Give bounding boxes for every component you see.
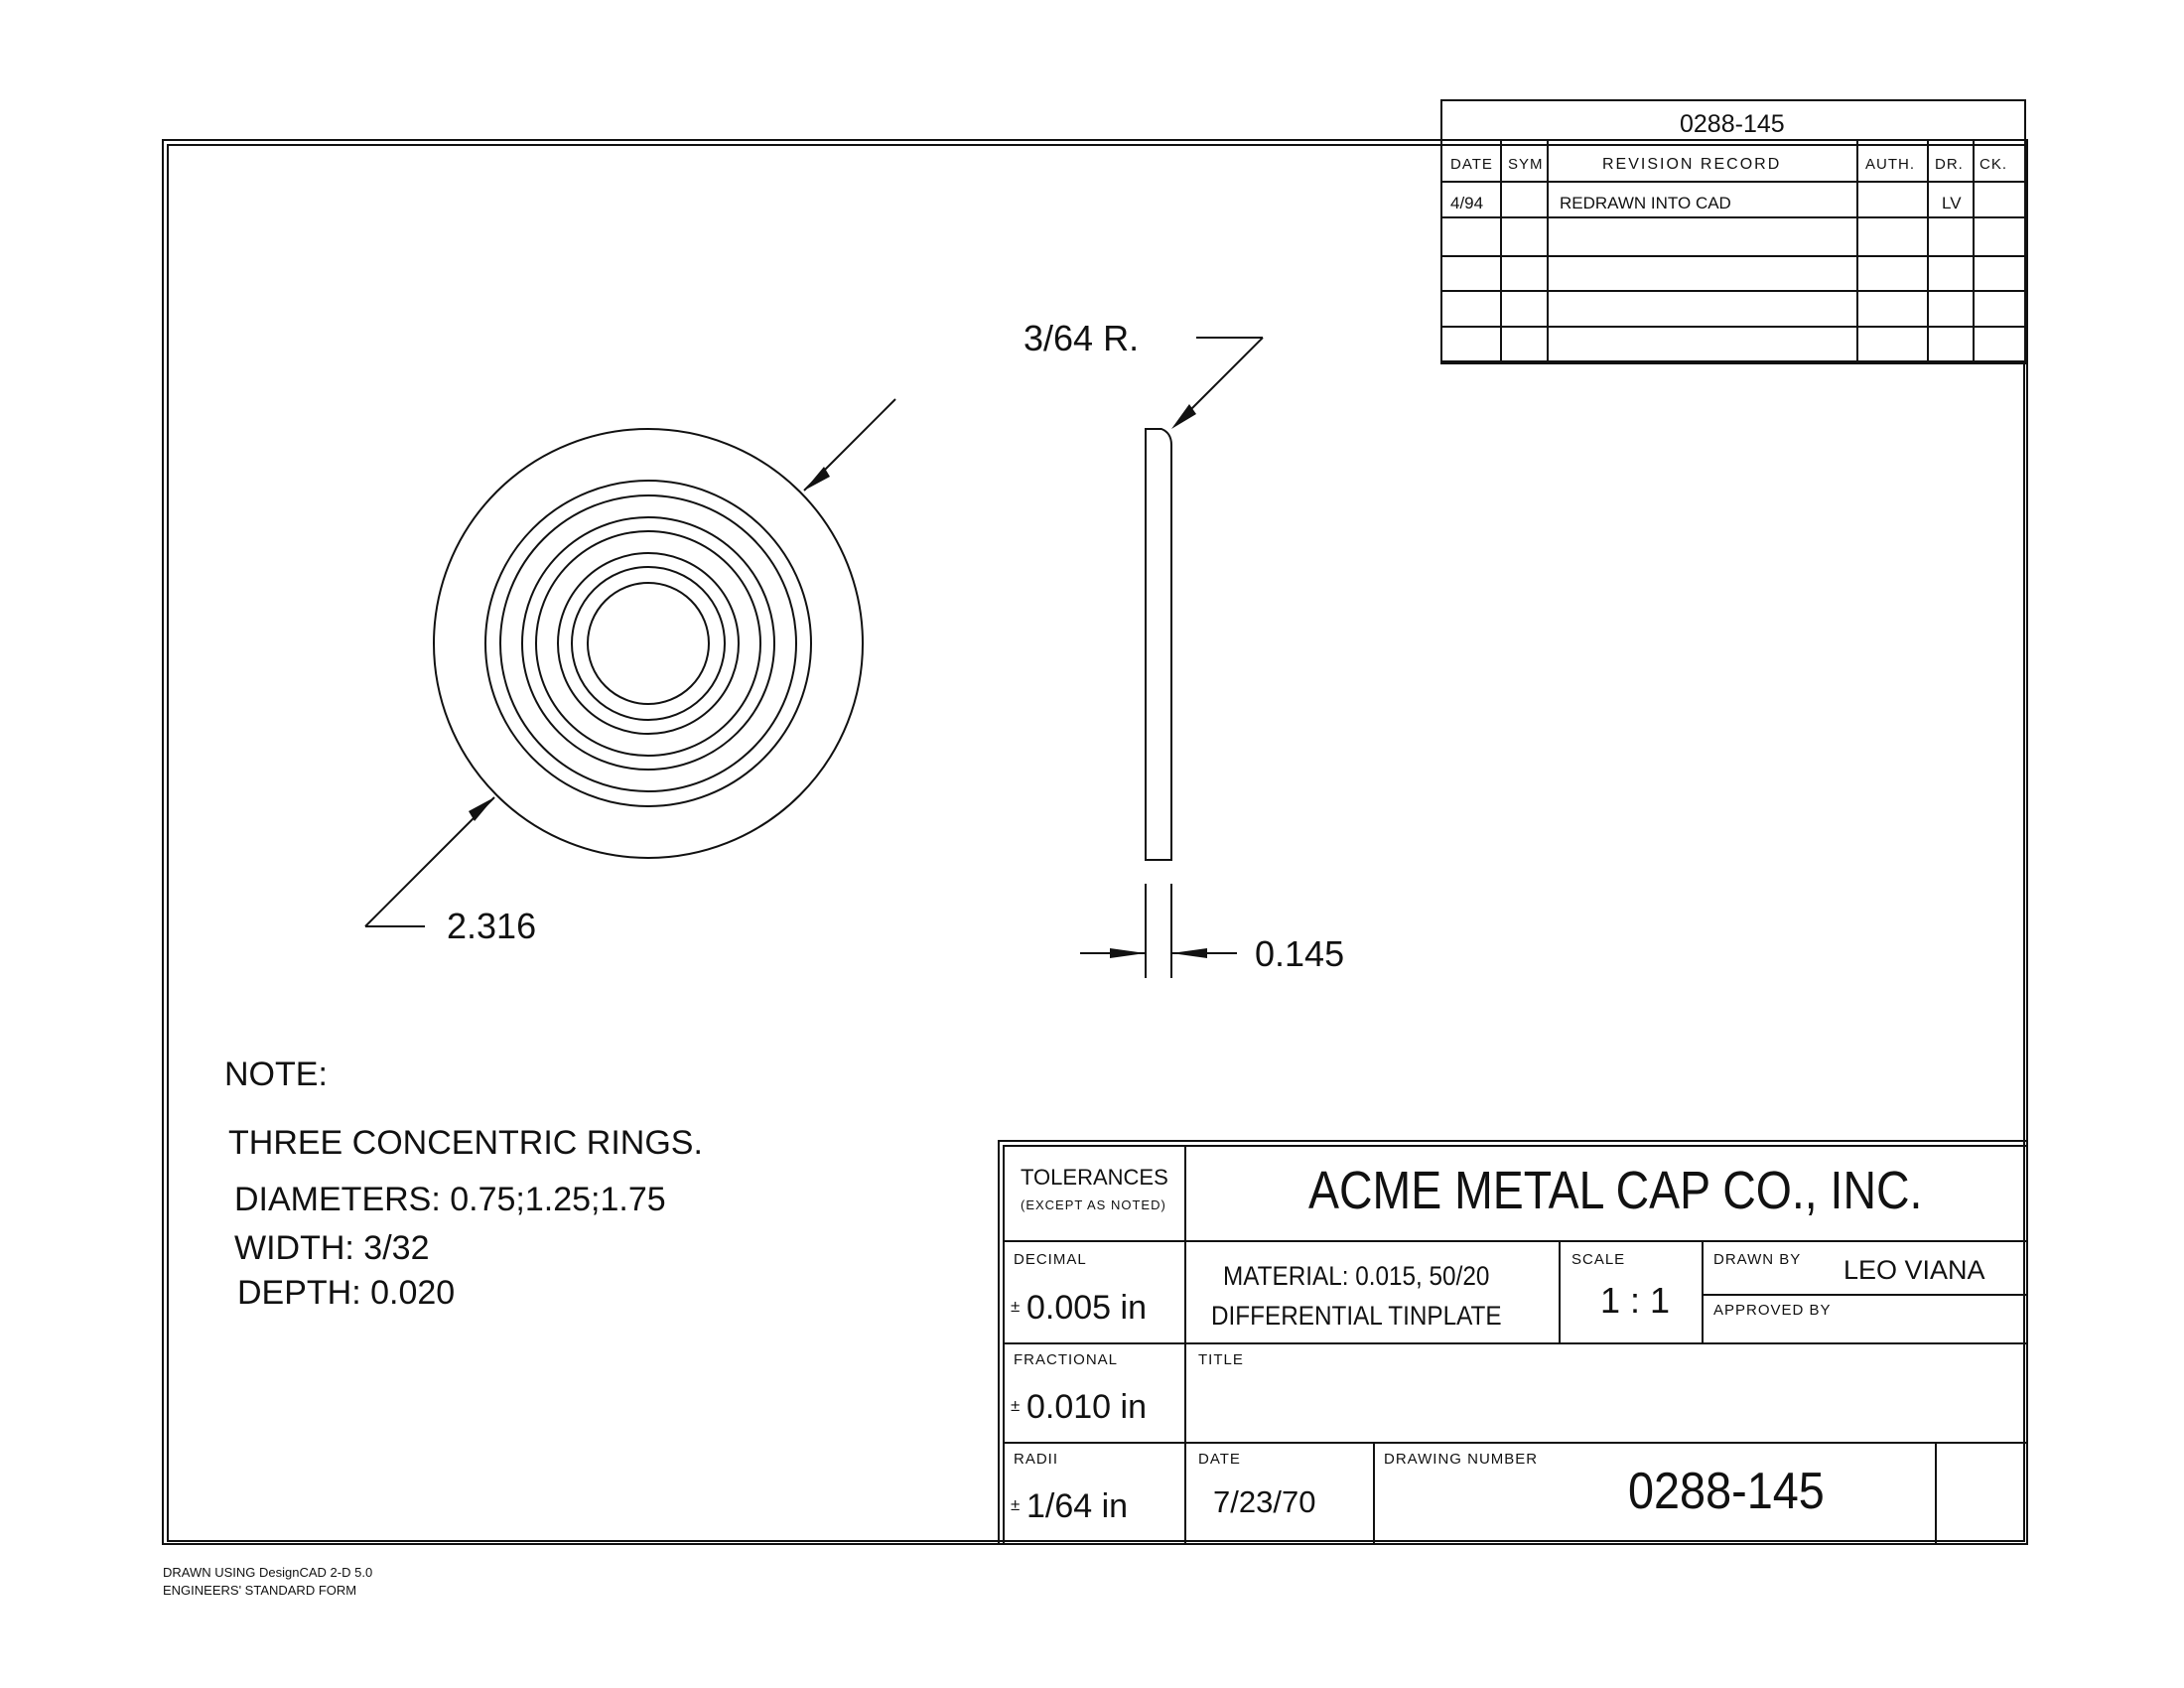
radius-label: 3/64 R. [1024, 318, 1140, 358]
rev-row-date: 4/94 [1450, 194, 1484, 212]
approved-by-label: APPROVED BY [1713, 1302, 1832, 1319]
date-label: DATE [1198, 1451, 1241, 1468]
tolerances-sublabel: (EXCEPT AS NOTED) [1021, 1197, 1166, 1212]
diameter-label: 2.316 [447, 906, 537, 946]
rev-row-dr: LV [1942, 194, 1962, 212]
footer-software: DRAWN USING DesignCAD 2-D 5.0 [163, 1565, 373, 1580]
radius-leader [1181, 338, 1263, 419]
thickness-label: 0.145 [1255, 933, 1345, 974]
revision-grid [1441, 100, 2025, 363]
rev-header-dr: DR. [1935, 156, 1964, 173]
date-value: 7/23/70 [1213, 1484, 1316, 1519]
fractional-tolerance: 0.010 in [1026, 1388, 1147, 1426]
drawn-by-label: DRAWN BY [1713, 1251, 1802, 1268]
title-label: TITLE [1198, 1351, 1244, 1368]
arrowhead [1171, 948, 1207, 958]
plusminus-sign: ± [1011, 1495, 1021, 1514]
material-line-2: DIFFERENTIAL TINPLATE [1211, 1301, 1502, 1331]
thickness-dimension [1080, 884, 1237, 978]
rev-header-ck: CK. [1979, 156, 2008, 173]
cap-top-view [434, 429, 863, 858]
rev-row-record: REDRAWN INTO CAD [1560, 194, 1731, 212]
drawing-number-value: 0288-145 [1628, 1463, 1825, 1520]
note-line: WIDTH: 3/32 [234, 1229, 430, 1267]
rev-header-sym: SYM [1508, 156, 1544, 173]
rev-header-date: DATE [1450, 156, 1493, 173]
drawn-by-value: LEO VIANA [1843, 1255, 1985, 1285]
scale-value: 1 : 1 [1600, 1280, 1671, 1321]
note-line: THREE CONCENTRIC RINGS. [228, 1124, 703, 1162]
arrowhead [469, 797, 494, 821]
rev-header-auth: AUTH. [1865, 156, 1915, 173]
arrowhead [1110, 948, 1146, 958]
decimal-label: DECIMAL [1014, 1251, 1087, 1268]
radii-label: RADII [1014, 1451, 1059, 1468]
scale-label: SCALE [1571, 1251, 1626, 1268]
header-drawing-number: 0288-145 [1680, 110, 1785, 138]
cap-side-view [1146, 429, 1171, 860]
company-name: ACME METAL CAP CO., INC. [1308, 1161, 1923, 1220]
note-line: DIAMETERS: 0.75;1.25;1.75 [234, 1181, 666, 1218]
drawing-number-label: DRAWING NUMBER [1384, 1451, 1539, 1468]
plusminus-sign: ± [1011, 1396, 1021, 1415]
material-line-1: MATERIAL: 0.015, 50/20 [1223, 1261, 1490, 1291]
tolerances-label: TOLERANCES [1021, 1165, 1168, 1190]
footer-form: ENGINEERS' STANDARD FORM [163, 1583, 357, 1598]
note-line: DEPTH: 0.020 [237, 1274, 456, 1312]
plusminus-sign: ± [1011, 1297, 1021, 1316]
decimal-tolerance: 0.005 in [1026, 1289, 1147, 1327]
rev-header-record: REVISION RECORD [1602, 156, 1782, 173]
arrowhead [804, 467, 830, 491]
radii-tolerance: 1/64 in [1026, 1487, 1129, 1525]
fractional-label: FRACTIONAL [1014, 1351, 1119, 1368]
note-heading: NOTE: [224, 1055, 328, 1093]
